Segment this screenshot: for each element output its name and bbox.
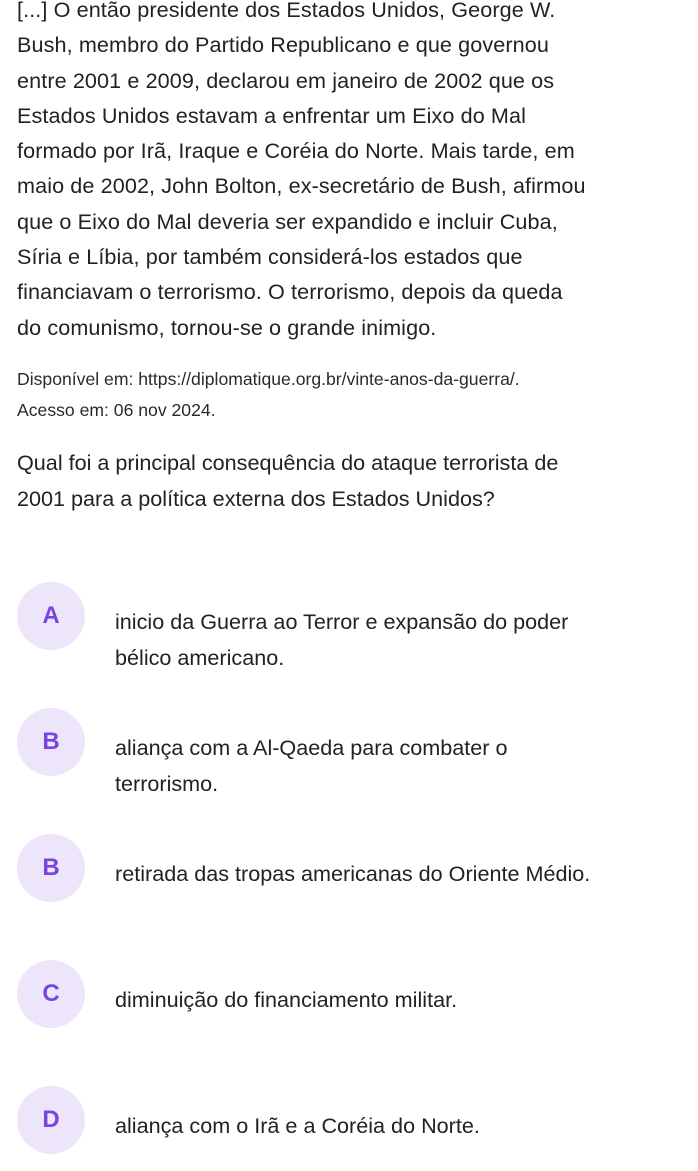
source-citation: Disponível em: https://diplomatique.org.br/vinte-anos-da-guerra/. Acesso em: 06 nov 2024.: [17, 369, 520, 420]
option-a[interactable]: [17, 582, 698, 670]
option-b-second[interactable]: [17, 834, 698, 904]
option-letter-badge: C: [17, 960, 85, 1028]
option-letter-badge: B: [17, 708, 85, 776]
option-d[interactable]: [17, 1086, 698, 1156]
option-text: inicio da Guerra ao Terror e expansão do poder bélico americano.: [115, 609, 569, 670]
option-text: aliança com a Al-Qaeda para combater o terrorismo.: [115, 735, 508, 796]
option-letter-badge: D: [17, 1086, 85, 1154]
question-card: [17, 0, 697, 511]
option-text: diminuição do financiamento militar.: [115, 987, 458, 1012]
option-text: retirada das tropas americanas do Oriente Médio.: [115, 861, 591, 886]
option-letter-badge: A: [17, 582, 85, 650]
passage-text: [...] O então presidente dos Estados Unidos, George W. Bush, membro do Partido Republicano e que governou entre 2001 e 2009, declarou em janeiro de 2002 que os Estados Unidos estavam a enfrentar um Eixo do Mal formado por Irã, Iraque e Coréia do Norte. Mais tarde, em maio de 2002, John Bolton, ex-secretário de Bush, afirmou que o Eixo do Mal deveria ser expandido e incluir Cuba, Síria e Líbia, por também considerá-los estados que financiavam o terrorismo. O terrorismo, depois da queda do comunismo, tornou-se o grande inimigo.: [17, 0, 586, 340]
option-text: aliança com o Irã e a Coréia do Norte.: [115, 1113, 480, 1138]
option-letter-badge: B: [17, 834, 85, 902]
question-text: Qual foi a principal consequência do ataque terrorista de 2001 para a política externa dos Estados Unidos?: [17, 450, 559, 511]
option-c[interactable]: [17, 960, 698, 1030]
option-b[interactable]: [17, 708, 698, 796]
